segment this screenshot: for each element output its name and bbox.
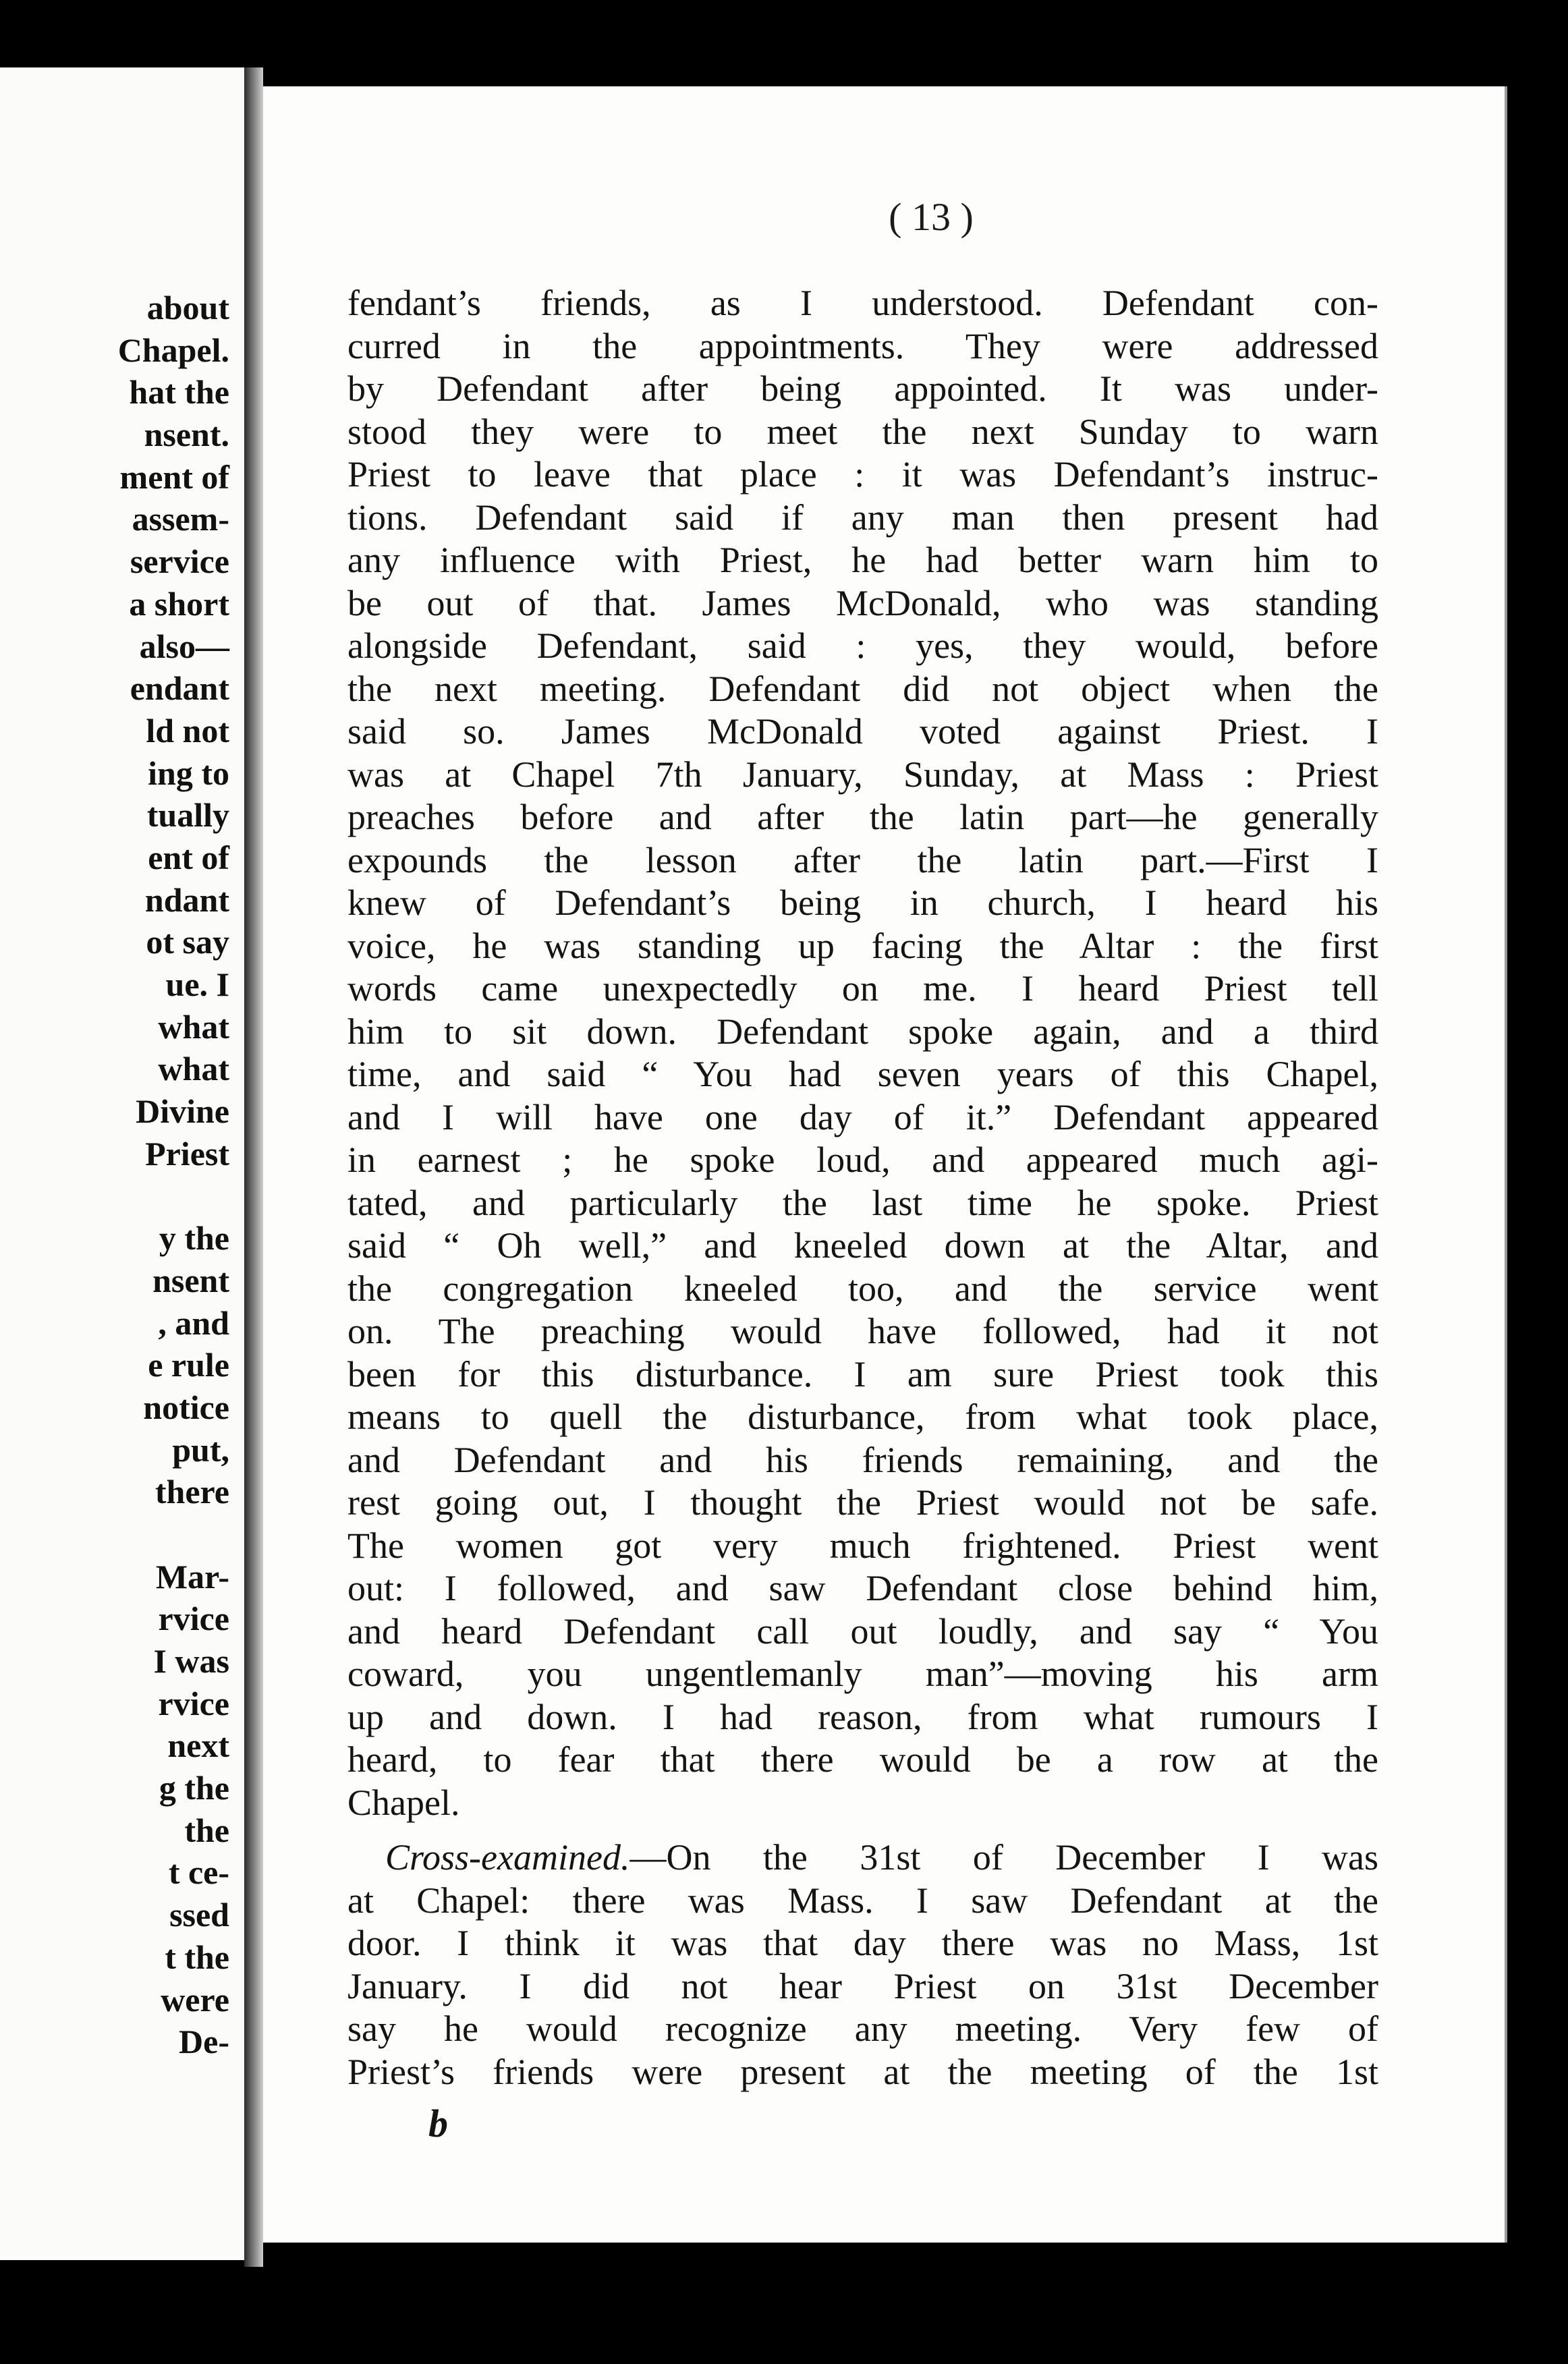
text-line: the next meeting. Defendant did not object when the — [347, 668, 1378, 709]
left-page-fragment-line: ot say — [146, 923, 229, 961]
left-page-fragment-line: Mar- — [155, 1557, 229, 1596]
left-page-fragment-line: ssed — [169, 1896, 229, 1934]
left-page-fragment-line: ment of — [119, 457, 229, 496]
text-line: heard, to fear that there would be a row at the — [347, 1739, 1378, 1780]
text-line: words came unexpectedly on me. I heard Priest tell — [347, 968, 1378, 1009]
left-page-fragment-line: Divine — [136, 1092, 229, 1131]
left-page-fragment-line: assem- — [132, 500, 229, 538]
left-page-fragment-line: ld not — [146, 711, 229, 750]
cross-examination-paragraph — [347, 1836, 1378, 2093]
left-page-fragment-line: rvice — [158, 1684, 229, 1722]
text-line — [347, 1836, 1378, 1880]
left-page-fragment-line: ent of — [148, 838, 229, 876]
left-page-fragment-line: rvice — [158, 1600, 229, 1638]
left-page-fragment-line: ue. I — [165, 965, 229, 1003]
text-line: rest going out, I thought the Priest would not be safe. — [347, 1482, 1378, 1523]
text-line: and heard Defendant call out loudly, and say “ You — [347, 1610, 1378, 1652]
text-line: be out of that. James McDonald, who was standing — [347, 582, 1378, 623]
text-line: on. The preaching would have followed, had it not — [347, 1311, 1378, 1351]
book-gutter — [244, 67, 263, 2267]
text-line: alongside Defendant, said : yes, they would, before — [347, 625, 1378, 666]
left-page-fragment-line: hat the — [129, 373, 229, 412]
text-line: tions. Defendant said if any man then present had — [347, 497, 1378, 538]
left-page-fragment-line: also— — [139, 627, 229, 665]
text-line: say he would recognize any meeting. Very few of — [347, 2008, 1378, 2049]
text-line: up and down. I had reason, from what rumours I — [347, 1696, 1378, 1737]
left-page-fragment-line: y the — [159, 1219, 229, 1258]
cross-examined-label: Cross-examined. — [385, 1837, 630, 1878]
text-line: knew of Defendant’s being in church, I heard his — [347, 882, 1378, 923]
text-line: and I will have one day of it.” Defendant appeared — [347, 1096, 1378, 1137]
text-line: Priest’s friends were present at the meeting of the 1st — [347, 2051, 1378, 2092]
left-page-fragment-line: about — [146, 289, 229, 327]
left-page-text-fragments — [0, 287, 229, 2063]
left-page-fragment-line: ing to — [148, 754, 229, 792]
text-line: any influence with Priest, he had better warn him to — [347, 540, 1378, 580]
left-page-fragment-line: t the — [165, 1938, 229, 1976]
text-line: The women got very much frightened. Priest went — [347, 1525, 1378, 1566]
testimony-paragraph — [347, 282, 1378, 1824]
left-page-fragment-line: a short — [129, 584, 229, 623]
page-number: ( 13 ) — [889, 195, 974, 239]
left-page-fragment-line: ndant — [144, 880, 229, 919]
text-line: Priest to leave that place : it was Defendant’s instruc- — [347, 454, 1378, 495]
text-line: said so. James McDonald voted against Priest. I — [347, 711, 1378, 752]
text-line: been for this disturbance. I am sure Priest took this — [347, 1353, 1378, 1395]
left-page-fragment-line: g the — [159, 1769, 229, 1807]
text-line: was at Chapel 7th January, Sunday, at Mass : Priest — [347, 754, 1378, 795]
body-text — [347, 282, 1378, 2093]
text-line: Chapel. — [347, 1782, 460, 1823]
left-page-fragment-line: what — [158, 1007, 229, 1046]
text-line: expounds the lesson after the latin part.—First I — [347, 839, 1378, 880]
text-line: stood they were to meet the next Sunday to warn — [347, 411, 1378, 452]
left-page-fragment-line: endant — [130, 669, 229, 708]
text-line: door. I think it was that day there was no Mass, 1st — [347, 1923, 1378, 1963]
text-line: by Defendant after being appointed. It was under- — [347, 368, 1378, 409]
text-line: and Defendant and his friends remaining, and the — [347, 1439, 1378, 1480]
left-page-fragment-line: notice — [143, 1388, 229, 1426]
left-page-fragment-line — [0, 1175, 229, 1217]
left-page-fragment-line: Chapel. — [117, 331, 229, 369]
text-line: him to sit down. Defendant spoke again, and a third — [347, 1011, 1378, 1052]
left-page-fragment-line: there — [155, 1473, 229, 1511]
text-line: the congregation kneeled too, and the service went — [347, 1268, 1378, 1309]
left-page-fragment-line: nsent — [152, 1261, 229, 1299]
left-page-fragment-line: what — [158, 1050, 229, 1088]
left-page-fragment-line: service — [130, 542, 229, 581]
left-page-fragment-line — [0, 1513, 229, 1556]
left-page-fragment-line: the — [184, 1811, 229, 1849]
text-line: in earnest ; he spoke loud, and appeared much agi- — [347, 1139, 1378, 1180]
text-line: means to quell the disturbance, from what took place, — [347, 1397, 1378, 1437]
text-line: fendant’s friends, as I understood. Defendant con- — [347, 283, 1378, 323]
text-line: January. I did not hear Priest on 31st December — [347, 1965, 1378, 2006]
signature-mark: b — [428, 2102, 448, 2145]
main-page — [263, 86, 1507, 2243]
text-line: preaches before and after the latin part—he generally — [347, 797, 1378, 837]
left-page-fragment-line: nsent. — [144, 416, 229, 454]
left-page-fragment-line: , and — [158, 1303, 229, 1342]
text-line: time, and said “ You had seven years of this Chapel, — [347, 1054, 1378, 1094]
left-page-fragment-line: De- — [179, 2023, 229, 2061]
left-page-fragment-line: t ce- — [168, 1853, 229, 1892]
left-page-fragment-line: put, — [172, 1430, 229, 1469]
left-page-fragment-line: e rule — [148, 1346, 229, 1384]
left-page-fragment-line: Priest — [145, 1134, 229, 1173]
text-line: coward, you ungentlemanly man”—moving his arm — [347, 1654, 1378, 1694]
text-line: at Chapel: there was Mass. I saw Defendant at the — [347, 1880, 1378, 1921]
text-line: out: I followed, and saw Defendant close behind him, — [347, 1568, 1378, 1608]
text-line: said “ Oh well,” and kneeled down at the Altar, and — [347, 1225, 1378, 1266]
text-line: tated, and particularly the last time he spoke. Priest — [347, 1182, 1378, 1223]
left-page-fragment — [0, 67, 246, 2260]
text-line-rest: —On the 31st of December I was — [629, 1837, 1378, 1878]
left-page-fragment-line: next — [167, 1726, 229, 1765]
text-line: curred in the appointments. They were addressed — [347, 325, 1378, 366]
left-page-fragment-line: tually — [146, 796, 229, 835]
left-page-fragment-line: were — [161, 1980, 229, 2019]
left-page-fragment-line: I was — [153, 1642, 229, 1680]
text-line: voice, he was standing up facing the Altar : the first — [347, 925, 1378, 966]
